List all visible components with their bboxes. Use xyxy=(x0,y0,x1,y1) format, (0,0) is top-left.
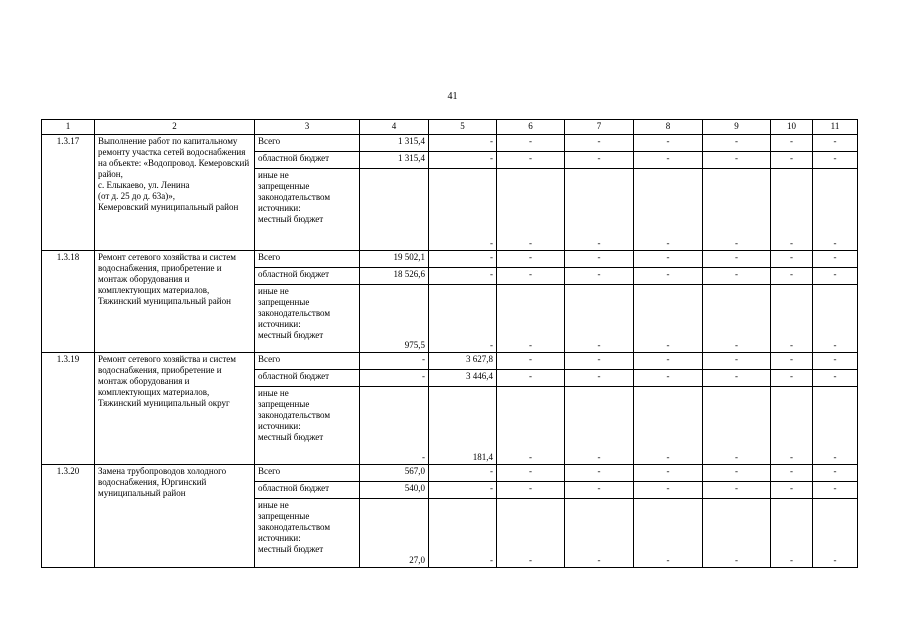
value-cell: - xyxy=(360,387,429,465)
funding-source: областной бюджет xyxy=(255,482,360,499)
value-cell: - xyxy=(429,499,497,568)
value-cell: - xyxy=(429,135,497,152)
funding-source: иные не запрещенные законодательством источники: местный бюджет xyxy=(255,169,360,251)
value-cell: - xyxy=(771,285,813,353)
value-cell: - xyxy=(565,387,634,465)
value-cell xyxy=(360,169,429,251)
value-cell: - xyxy=(497,135,565,152)
funding-source: областной бюджет xyxy=(255,152,360,169)
value-cell: - xyxy=(497,251,565,268)
value-cell: - xyxy=(703,251,771,268)
value-cell: - xyxy=(429,169,497,251)
value-cell: - xyxy=(813,482,858,499)
item-description: Ремонт сетевого хозяйства и систем водоснабжения, приобретение и монтаж оборудования и комплектующих материалов, Тяжинский муниципальный район xyxy=(95,251,255,353)
item-code: 1.3.18 xyxy=(42,251,95,353)
value-cell: - xyxy=(634,387,703,465)
value-cell: - xyxy=(813,268,858,285)
value-cell: - xyxy=(771,370,813,387)
value-cell: - xyxy=(429,465,497,482)
value-cell: - xyxy=(497,465,565,482)
item-code: 1.3.19 xyxy=(42,353,95,465)
header-cell: 11 xyxy=(813,120,858,135)
value-cell: - xyxy=(429,482,497,499)
value-cell: - xyxy=(565,465,634,482)
funding-source: иные не запрещенные законодательством источники: местный бюджет xyxy=(255,285,360,353)
value-cell: - xyxy=(703,169,771,251)
value-cell: - xyxy=(813,465,858,482)
value-cell: - xyxy=(703,387,771,465)
value-cell: - xyxy=(497,387,565,465)
item-description: Выполнение работ по капитальному ремонту участка сетей водоснабжения на объекте: «Водопровод. Кемеровский район, с. Елыкаево, ул. Ленина (от д. 25 до д. 63а)», Кемеровский муниципальный район xyxy=(95,135,255,251)
header-cell: 1 xyxy=(42,120,95,135)
value-cell: 181,4 xyxy=(429,387,497,465)
header-cell: 7 xyxy=(565,120,634,135)
value-cell: - xyxy=(771,152,813,169)
value-cell: - xyxy=(360,370,429,387)
value-cell: - xyxy=(565,152,634,169)
value-cell: - xyxy=(634,268,703,285)
value-cell: - xyxy=(703,465,771,482)
value-cell: - xyxy=(771,465,813,482)
header-cell: 3 xyxy=(255,120,360,135)
value-cell: - xyxy=(703,152,771,169)
value-cell: 1 315,4 xyxy=(360,152,429,169)
value-cell: - xyxy=(565,499,634,568)
value-cell: - xyxy=(634,251,703,268)
value-cell: - xyxy=(703,499,771,568)
value-cell: - xyxy=(497,268,565,285)
value-cell: - xyxy=(565,135,634,152)
table-row xyxy=(42,135,858,152)
value-cell: - xyxy=(703,135,771,152)
value-cell: - xyxy=(813,370,858,387)
value-cell: - xyxy=(497,370,565,387)
budget-table xyxy=(41,119,858,568)
value-cell: - xyxy=(565,370,634,387)
value-cell: - xyxy=(429,268,497,285)
table-row xyxy=(42,251,858,268)
value-cell: - xyxy=(813,251,858,268)
table-row xyxy=(42,465,858,482)
funding-source: Всего xyxy=(255,251,360,268)
value-cell: - xyxy=(771,169,813,251)
item-code: 1.3.20 xyxy=(42,465,95,568)
header-cell: 9 xyxy=(703,120,771,135)
value-cell: - xyxy=(429,152,497,169)
value-cell: - xyxy=(565,251,634,268)
value-cell: 3 446,4 xyxy=(429,370,497,387)
table-body xyxy=(42,120,858,568)
value-cell: 1 315,4 xyxy=(360,135,429,152)
value-cell: - xyxy=(703,482,771,499)
item-description: Замена трубопроводов холодного водоснабжения, Юргинский муниципальный район xyxy=(95,465,255,568)
value-cell: - xyxy=(813,499,858,568)
value-cell: - xyxy=(497,499,565,568)
value-cell: - xyxy=(771,499,813,568)
value-cell: - xyxy=(771,135,813,152)
value-cell: - xyxy=(497,169,565,251)
header-cell: 4 xyxy=(360,120,429,135)
value-cell: - xyxy=(771,251,813,268)
value-cell: - xyxy=(565,169,634,251)
value-cell: - xyxy=(703,285,771,353)
value-cell: - xyxy=(634,499,703,568)
value-cell: - xyxy=(813,135,858,152)
funding-source: Всего xyxy=(255,353,360,370)
value-cell: - xyxy=(565,353,634,370)
value-cell: - xyxy=(634,135,703,152)
item-code: 1.3.17 xyxy=(42,135,95,251)
value-cell: - xyxy=(813,353,858,370)
item-description: Ремонт сетевого хозяйства и систем водоснабжения, приобретение и монтаж оборудования и комплектующих материалов, Тяжинский муниципальный округ xyxy=(95,353,255,465)
value-cell: - xyxy=(634,353,703,370)
funding-source: Всего xyxy=(255,465,360,482)
value-cell: - xyxy=(497,285,565,353)
value-cell: 567,0 xyxy=(360,465,429,482)
value-cell: - xyxy=(497,482,565,499)
header-cell: 10 xyxy=(771,120,813,135)
funding-source: иные не запрещенные законодательством источники: местный бюджет xyxy=(255,387,360,465)
value-cell: - xyxy=(497,353,565,370)
value-cell: - xyxy=(813,285,858,353)
value-cell: - xyxy=(634,285,703,353)
value-cell: 18 526,6 xyxy=(360,268,429,285)
value-cell: - xyxy=(771,387,813,465)
value-cell: - xyxy=(429,251,497,268)
header-cell: 2 xyxy=(95,120,255,135)
value-cell: - xyxy=(813,387,858,465)
value-cell: - xyxy=(634,169,703,251)
value-cell: 3 627,8 xyxy=(429,353,497,370)
funding-source: областной бюджет xyxy=(255,370,360,387)
value-cell: - xyxy=(429,285,497,353)
value-cell: - xyxy=(813,169,858,251)
table-row xyxy=(42,353,858,370)
value-cell: 27,0 xyxy=(360,499,429,568)
header-cell: 8 xyxy=(634,120,703,135)
value-cell: - xyxy=(703,353,771,370)
funding-source: Всего xyxy=(255,135,360,152)
value-cell: - xyxy=(771,482,813,499)
value-cell: - xyxy=(360,353,429,370)
header-cell: 5 xyxy=(429,120,497,135)
value-cell: - xyxy=(703,370,771,387)
page-number: 41 xyxy=(447,91,458,102)
value-cell: - xyxy=(771,268,813,285)
value-cell: 975,5 xyxy=(360,285,429,353)
header-row xyxy=(42,120,858,135)
value-cell: - xyxy=(565,285,634,353)
value-cell: - xyxy=(813,152,858,169)
value-cell: - xyxy=(634,482,703,499)
value-cell: - xyxy=(497,152,565,169)
value-cell: - xyxy=(634,370,703,387)
value-cell: - xyxy=(703,268,771,285)
header-cell: 6 xyxy=(497,120,565,135)
value-cell: - xyxy=(771,353,813,370)
value-cell: - xyxy=(634,152,703,169)
value-cell: - xyxy=(565,268,634,285)
value-cell: 19 502,1 xyxy=(360,251,429,268)
funding-source: областной бюджет xyxy=(255,268,360,285)
value-cell: 540,0 xyxy=(360,482,429,499)
funding-source: иные не запрещенные законодательством источники: местный бюджет xyxy=(255,499,360,568)
value-cell: - xyxy=(634,465,703,482)
value-cell: - xyxy=(565,482,634,499)
